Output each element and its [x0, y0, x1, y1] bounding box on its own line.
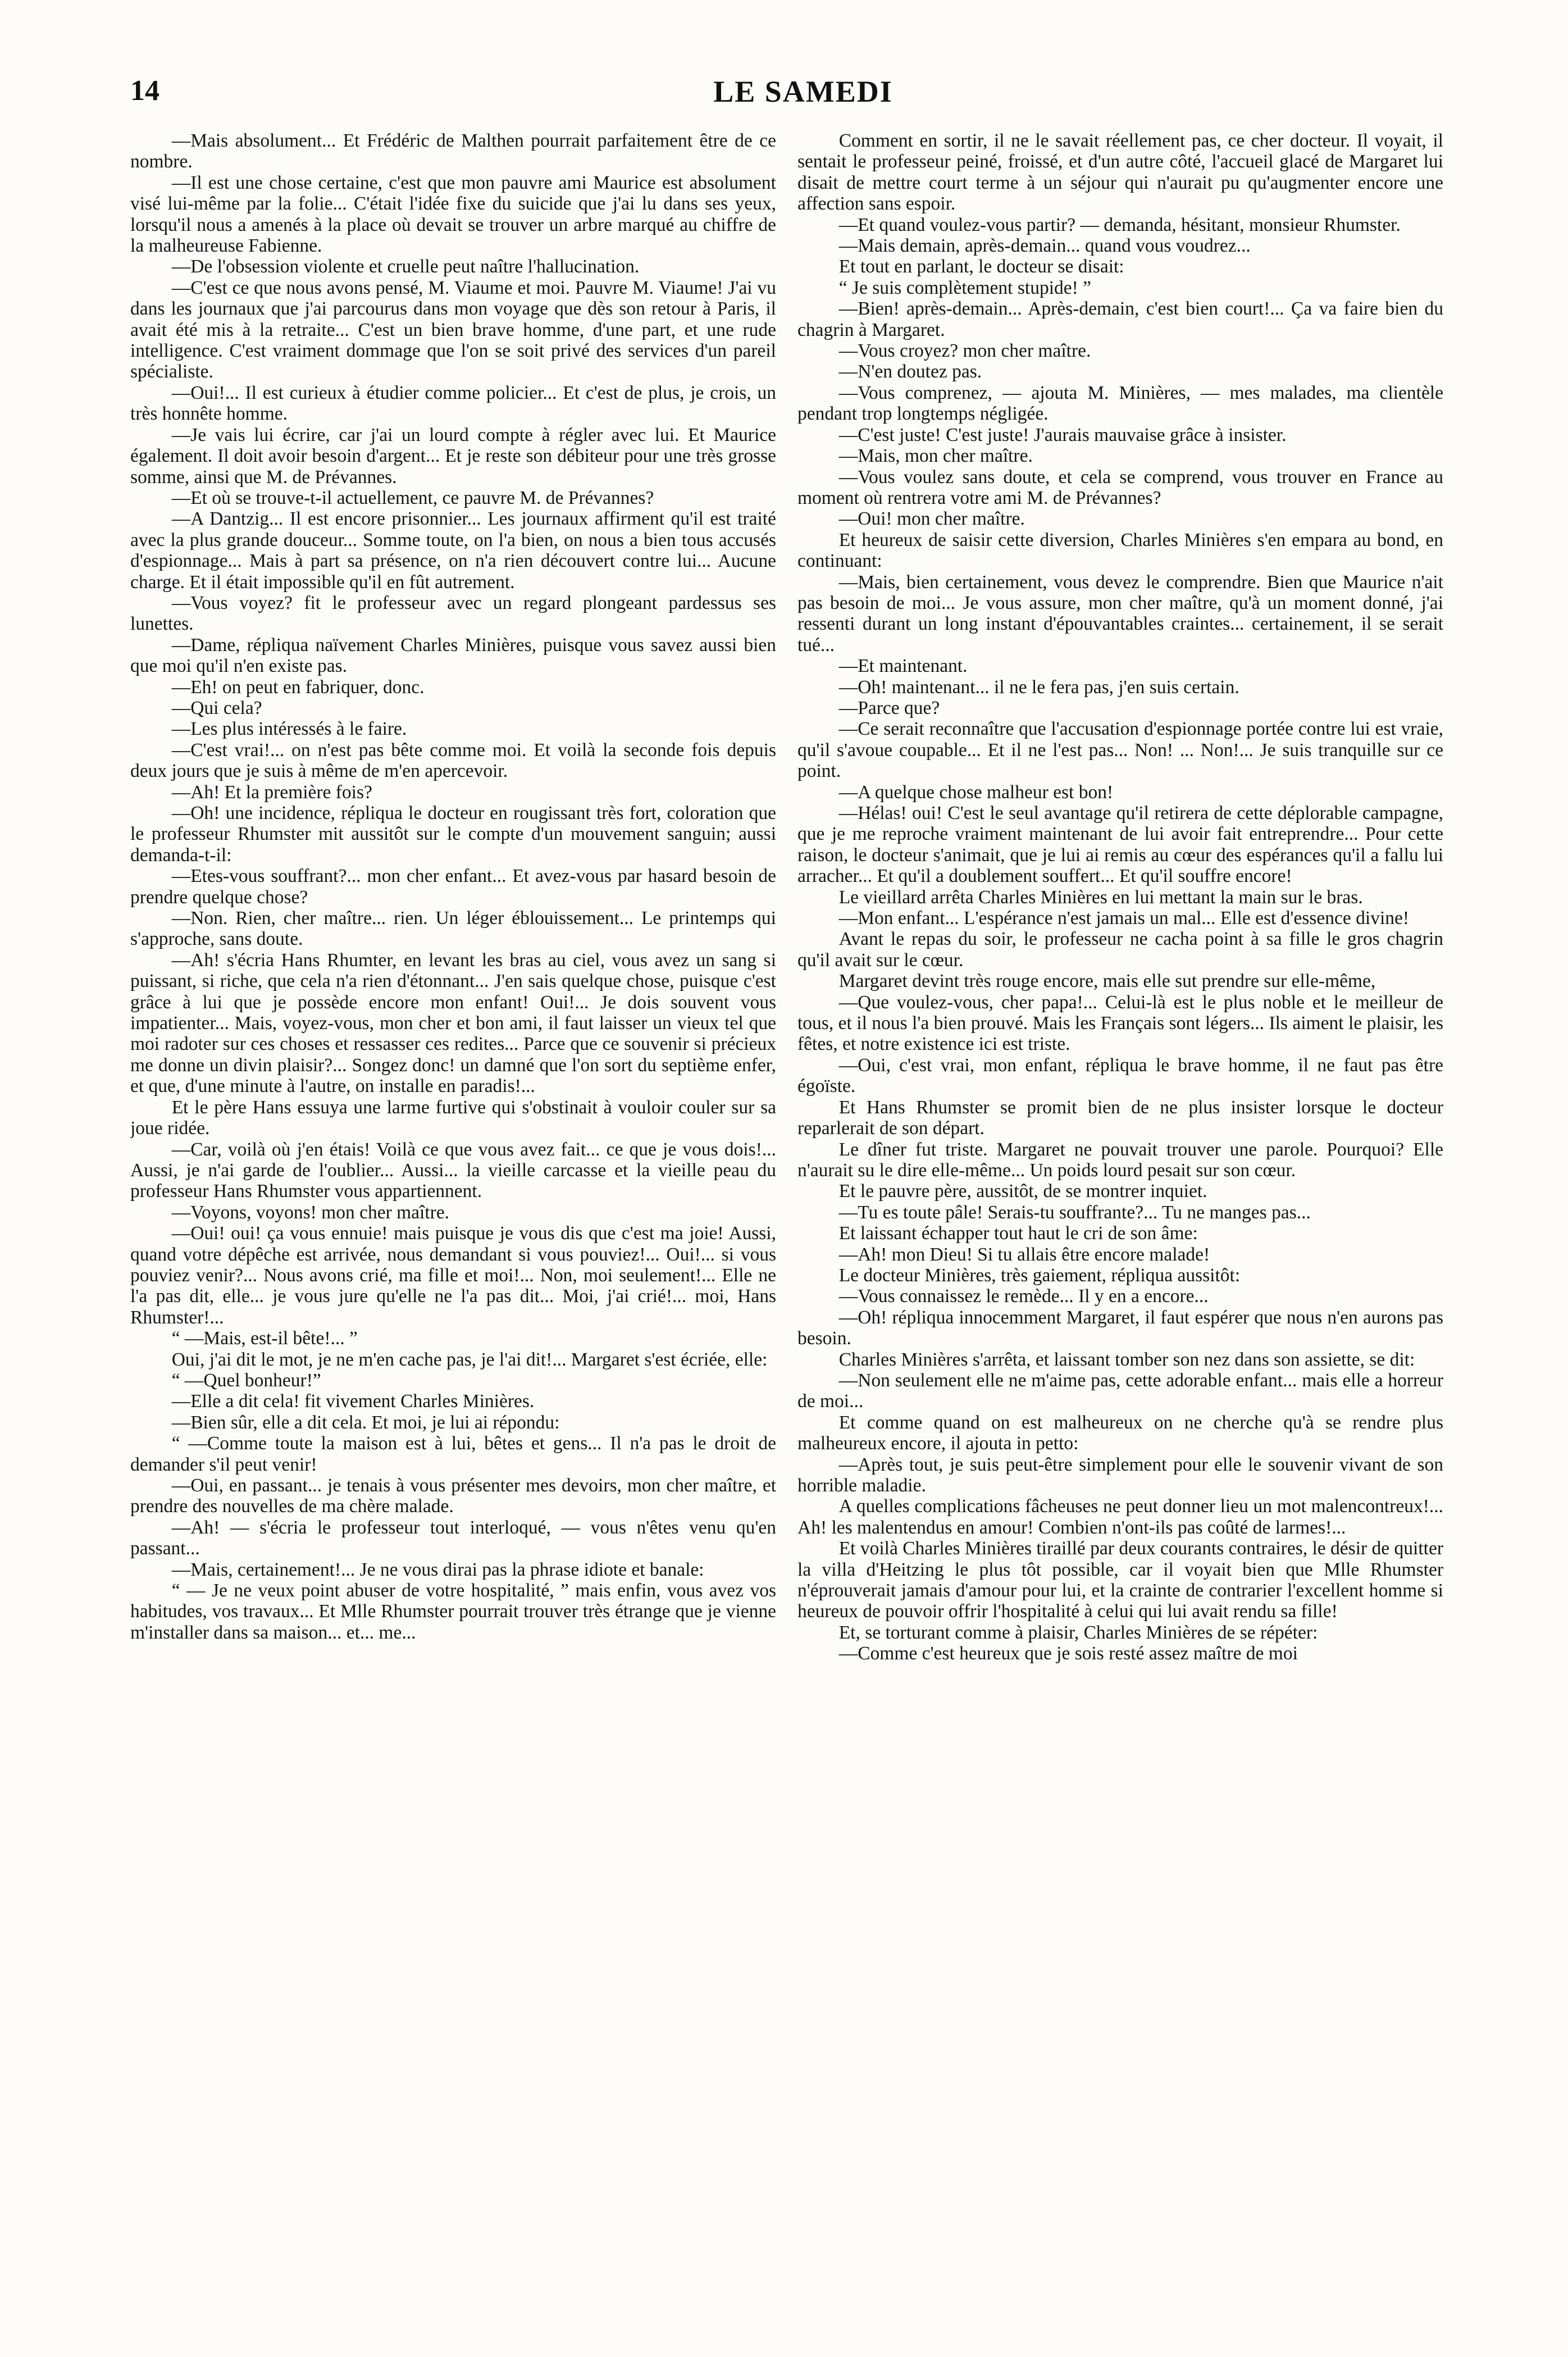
paragraph: Et le père Hans essuya une larme furtive qui s'obstinait à vouloir couler sur sa joue ridée.	[130, 1096, 776, 1139]
paragraph: —C'est juste! C'est juste! J'aurais mauvaise grâce à insister.	[838, 424, 1287, 445]
paragraph: Avant le repas du soir, le professeur ne cacha point à sa fille le gros chagrin qu'il avait sur le cœur.	[797, 929, 1443, 971]
paragraph: —Je vais lui écrire, car j'ai un lourd compte à régler avec lui. Et Maurice également. Il doit avoir besoin d'argent... Et je reste son débiteur pour une très grosse somme, ainsi que M. de Prévannes.	[130, 424, 776, 488]
paragraph: —Mais demain, après-demain... quand vous voudrez...	[838, 235, 1251, 257]
paragraph: —C'est vrai!... on n'est pas bête comme moi. Et voilà la seconde fois depuis deux jours que je suis à même de m'en apercevoir.	[130, 739, 776, 782]
paragraph: —Bien! après-demain... Après-demain, c'est bien court!... Ça va faire bien du chagrin à Margaret.	[797, 298, 1443, 340]
paragraph: Et heureux de saisir cette diversion, Charles Minières s'en empara au bond, en continuant:	[797, 529, 1443, 572]
paragraph: —Et où se trouve-t-il actuellement, ce pauvre M. de Prévannes?	[171, 487, 654, 508]
paragraph: “ — Je ne veux point abuser de votre hospitalité, ” mais enfin, vous avez vos habitudes, vos travaux... Et Mlle Rhumster pourrait trouver très étrange que je vienne m'installer dans sa maison... et... me...	[130, 1580, 776, 1643]
paragraph: —De l'obsession violente et cruelle peut naître l'hallucination.	[171, 256, 640, 277]
paragraph: Le docteur Minières, très gaiement, répliqua aussitôt:	[838, 1264, 1241, 1286]
journal-title: LE SAMEDI	[713, 75, 893, 108]
paragraph: —Les plus intéressés à le faire.	[171, 718, 407, 740]
paragraph: —Parce que?	[838, 697, 940, 718]
paragraph: —Elle a dit cela! fit vivement Charles Minières.	[171, 1391, 535, 1412]
paragraph: —Vous voulez sans doute, et cela se comprend, vous trouver en France au moment où rentrera votre ami M. de Prévannes?	[797, 466, 1443, 508]
paragraph: Et tout en parlant, le docteur se disait:	[838, 256, 1124, 277]
paragraph: —Oui! oui! ça vous ennuie! mais puisque je vous dis que c'est ma joie! Aussi, quand votre dépêche est arrivée, nous demandant si vous pouviez!... Oui!... si vous pouviez venir?... Nous avons crié, ma fille et moi!... Non, moi seulement!... Elle ne l'a pas dit, elle... je vous jure qu'elle ne l'a pas dit... Moi, j'ai crié!... moi, Hans Rhumster!...	[130, 1223, 776, 1328]
paragraph: —Oui!... Il est curieux à étudier comme policier... Et c'est de plus, je crois, un très honnête homme.	[130, 382, 776, 425]
paragraph: Charles Minières s'arrêta, et laissant tomber son nez dans son assiette, se dit:	[838, 1349, 1415, 1370]
paragraph: A quelles complications fâcheuses ne peut donner lieu un mot malencontreux!... Ah! les malentendus en amour! Combien n'ont-ils pas coûté de larmes!...	[797, 1496, 1443, 1538]
text-column-left	[130, 130, 776, 2321]
paragraph: —Tu es toute pâle! Serais-tu souffrante?... Tu ne manges pas...	[838, 1202, 1311, 1223]
paragraph: —Oh! une incidence, répliqua le docteur en rougissant très fort, coloration que le professeur Rhumster mit aussitôt sur le compte d'un mouvement sanguin; aussi demanda-t-il:	[130, 803, 776, 866]
paragraph: —Voyons, voyons! mon cher maître.	[171, 1202, 450, 1223]
paragraph: —Oui! mon cher maître.	[838, 508, 1025, 530]
paragraph: “ —Quel bonheur!”	[171, 1369, 321, 1391]
paragraph: —Ah! — s'écria le professeur tout interloqué, — vous n'êtes venu qu'en passant...	[130, 1517, 776, 1559]
paragraph: —Dame, répliqua naïvement Charles Minières, puisque vous savez aussi bien que moi qu'il n'en existe pas.	[130, 634, 776, 677]
paragraph: —Il est une chose certaine, c'est que mon pauvre ami Maurice est absolument visé lui-même par la folie... C'était l'idée fixe du suicide que j'ai lu dans ses yeux, lorsqu'il nous a amenés à la place où devait se trouver un arbre marqué au chiffre de la malheureuse Fabienne.	[130, 172, 776, 257]
paragraph: —A quelque chose malheur est bon!	[838, 781, 1114, 803]
paragraph: —Oh! répliqua innocemment Margaret, il faut espérer que nous n'en aurons pas besoin.	[797, 1307, 1443, 1349]
paragraph: —Et quand voulez-vous partir? — demanda, hésitant, monsieur Rhumster.	[838, 214, 1401, 235]
paragraph: —N'en doutez pas.	[838, 361, 982, 383]
paragraph: —C'est ce que nous avons pensé, M. Viaume et moi. Pauvre M. Viaume! J'ai vu dans les journaux que j'ai parcourus dans mon voyage que dès son retour à Paris, il avait été mis à la retraite... C'est un bien brave homme, d'une part, et une rude intelligence. C'est vraiment dommage que l'on se soit privé des services d'un pareil spécialiste.	[130, 277, 776, 383]
paragraph: —Qui cela?	[171, 697, 262, 718]
paragraph: “ Je suis complètement stupide! ”	[838, 277, 1092, 298]
paragraph: —Oui, c'est vrai, mon enfant, répliqua le brave homme, il ne faut pas être égoïste.	[797, 1054, 1443, 1097]
paragraph: —Non seulement elle ne m'aime pas, cette adorable enfant... mais elle a horreur de moi...	[797, 1369, 1443, 1412]
paragraph: Oui, j'ai dit le mot, je ne m'en cache pas, je l'ai dit!... Margaret s'est écriée, elle:	[171, 1349, 768, 1370]
paragraph: —Vous voyez? fit le professeur avec un regard plongeant pardessus ses lunettes.	[130, 592, 776, 635]
paragraph: —Hélas! oui! C'est le seul avantage qu'il retirera de cette déplorable campagne, que je me reproche vraiment maintenant de lui avoir fait entreprendre... Pour cette raison, le docteur s'animait, que je lui ai remis au cœur des espérances qu'il a fallu lui arracher... Et qu'il a doublement souffert... Et qu'il souffre encore!	[797, 803, 1443, 887]
paragraph: Et, se torturant comme à plaisir, Charles Minières de se répéter:	[838, 1622, 1318, 1643]
paragraph: Et le pauvre père, aussitôt, de se montrer inquiet.	[838, 1181, 1207, 1202]
paragraph: —Vous comprenez, — ajouta M. Minières, — mes malades, ma clientèle pendant trop longtemps négligée.	[797, 382, 1443, 425]
paragraph: —Oui, en passant... je tenais à vous présenter mes devoirs, mon cher maître, et prendre des nouvelles de ma chère malade.	[130, 1475, 776, 1517]
paragraph: —Vous croyez? mon cher maître.	[838, 340, 1091, 362]
paragraph: —Que voulez-vous, cher papa!... Celui-là est le plus noble et le meilleur de tous, et il nous l'a bien prouvé. Mais les Français sont légers... Ils aiment le plaisir, les fêtes, et notre existence ici est triste.	[797, 991, 1443, 1055]
paragraph: —Mais, bien certainement, vous devez le comprendre. Bien que Maurice n'ait pas besoin de moi... Je vous assure, mon cher maître, qu'à un moment donné, j'ai ressenti durant un long instant d'épouvantables craintes... certainement, il se serait tué...	[797, 571, 1443, 656]
paragraph: —A Dantzig... Il est encore prisonnier... Les journaux affirment qu'il est traité avec la plus grande douceur... Somme toute, on l'a bien, on nous a bien tous accusés d'espionnage... Mais à part sa présence, on n'a rien découvert contre lui... Aucune charge. Et il était impossible qu'il en fût autrement.	[130, 508, 776, 593]
paragraph: —Eh! on peut en fabriquer, donc.	[171, 676, 425, 698]
paragraph: —Ah! s'écria Hans Rhumter, en levant les bras au ciel, vous avez un sang si puissant, si riche, que cela n'a rien d'étonnant... J'en sais quelque chose, puisque c'est grâce à lui que je possède encore mon enfant! Oui!... Je dois souvent vous impatienter... Mais, voyez-vous, mon cher et bon ami, il faut laisser un vieux tel que moi radoter sur ces choses et ressasser ces redites... Parce que ce souvenir si précieux me donne un divin plaisir?... Songez donc! un damné que l'on sort du septième enfer, et que, d'une minute à l'autre, on installe en paradis!...	[130, 949, 776, 1097]
paragraph: —Comme c'est heureux que je sois resté assez maître de moi	[838, 1643, 1298, 1664]
paragraph: Et laissant échapper tout haut le cri de son âme:	[838, 1223, 1198, 1244]
paragraph: —Car, voilà où j'en étais! Voilà ce que vous avez fait... ce que je vous dois!... Aussi, je n'ai garde de l'oublier... Aussi... la vieille carcasse et la vieille peau du professeur Hans Rhumster vous appartiennent.	[130, 1139, 776, 1202]
text-column-right	[797, 130, 1443, 2321]
paragraph: “ —Comme toute la maison est à lui, bêtes et gens... Il n'a pas le droit de demander s'il peut venir!	[130, 1433, 776, 1475]
page-number: 14	[130, 75, 159, 107]
paragraph: Et voilà Charles Minières tiraillé par deux courants contraires, le désir de quitter la villa d'Heitzing le plus tôt possible, car il voyait bien que Mlle Rhumster n'éprouverait jamais d'amour pour lui, et la crainte de contrarier l'excellent homme si heureux de pouvoir offrir l'hospitalité à celui qui lui avait rendu sa fille!	[797, 1538, 1443, 1622]
paragraph: Et comme quand on est malheureux on ne cherche qu'à se rendre plus malheureux encore, il ajouta in petto:	[797, 1412, 1443, 1454]
paragraph: “ —Mais, est-il bête!... ”	[171, 1328, 358, 1349]
paragraph: Et Hans Rhumster se promit bien de ne plus insister lorsque le docteur reparlerait de son départ.	[797, 1096, 1443, 1139]
paragraph: —Mon enfant... L'espérance n'est jamais un mal... Elle est d'essence divine!	[838, 908, 1410, 929]
paragraph: —Non. Rien, cher maître... rien. Un léger éblouissement... Le printemps qui s'approche, sans doute.	[130, 908, 776, 950]
paragraph: —Mais, certainement!... Je ne vous dirai pas la phrase idiote et banale:	[171, 1559, 704, 1580]
paragraph: Le dîner fut triste. Margaret ne pouvait trouver une parole. Pourquoi? Elle n'aurait su le dire elle-même... Un poids lourd pesait sur son cœur.	[797, 1139, 1443, 1181]
paragraph: —Oh! maintenant... il ne le fera pas, j'en suis certain.	[838, 676, 1239, 698]
paragraph: Comment en sortir, il ne le savait réellement pas, ce cher docteur. Il voyait, il sentait le professeur peiné, froissé, et d'un autre côté, l'accueil glacé de Margaret lui disait de mettre court terme à un séjour qui n'aurait pu qu'augmenter encore une affection sans espoir.	[797, 130, 1443, 215]
paragraph: —Mais absolument... Et Frédéric de Malthen pourrait parfaitement être de ce nombre.	[130, 130, 776, 172]
paragraph: —Ah! Et la première fois?	[171, 781, 372, 803]
paragraph: —Après tout, je suis peut-être simplement pour elle le souvenir vivant de son horrible maladie.	[797, 1454, 1443, 1496]
paragraph: —Mais, mon cher maître.	[838, 445, 1033, 467]
paragraph: Margaret devint très rouge encore, mais elle sut prendre sur elle-même,	[838, 971, 1376, 992]
paragraph: Le vieillard arrêta Charles Minières en lui mettant la main sur le bras.	[838, 886, 1363, 908]
paragraph: —Ah! mon Dieu! Si tu allais être encore malade!	[838, 1244, 1210, 1265]
paragraph: —Et maintenant.	[838, 656, 968, 677]
paragraph: —Bien sûr, elle a dit cela. Et moi, je lui ai répondu:	[171, 1412, 560, 1433]
page-header	[130, 74, 1476, 116]
paragraph: —Vous connaissez le remède... Il y en a encore...	[838, 1286, 1209, 1307]
paragraph: —Etes-vous souffrant?... mon cher enfant... Et avez-vous par hasard besoin de prendre quelque chose?	[130, 866, 776, 908]
paragraph: —Ce serait reconnaître que l'accusation d'espionnage portée contre lui est vraie, qu'il s'avoue coupable... Et il ne l'est pas... Non! ... Non!... Je suis tranquille sur ce point.	[797, 718, 1443, 782]
